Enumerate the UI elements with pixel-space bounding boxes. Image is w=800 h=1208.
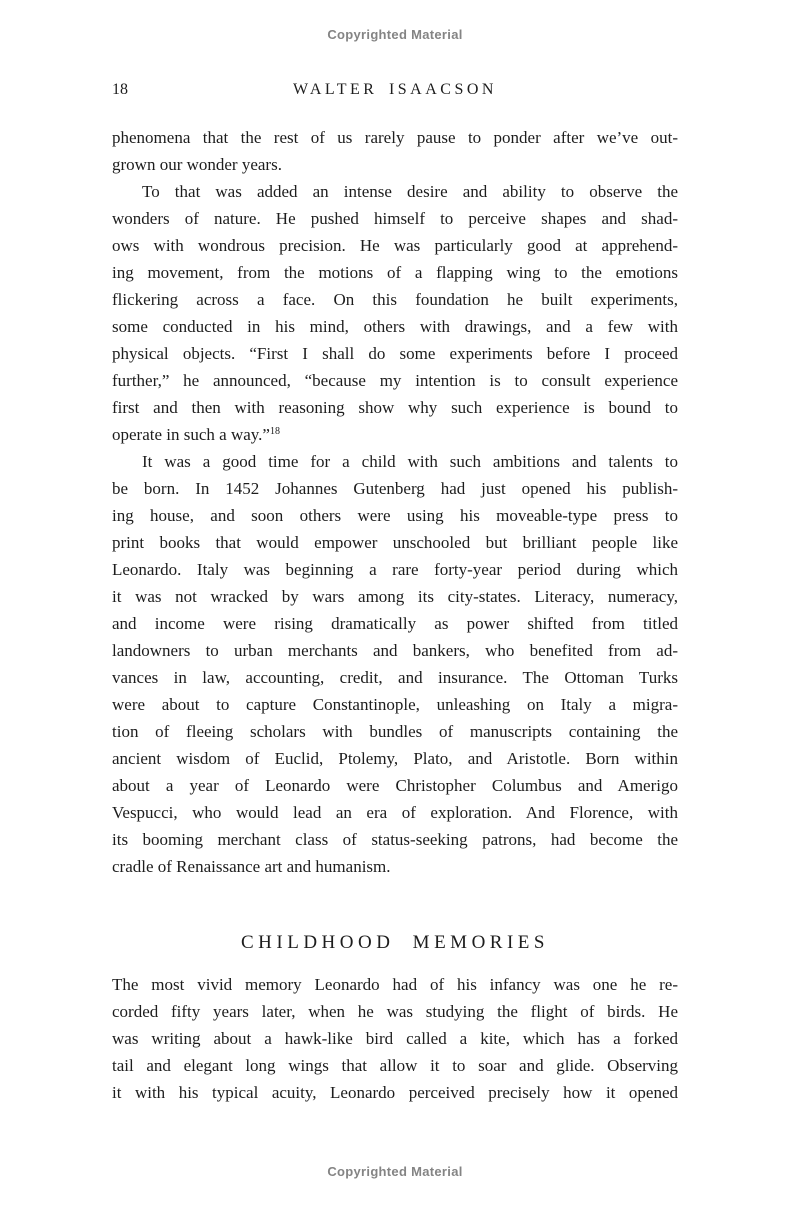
text-line: grown our wonder years. [112,155,282,174]
text-line: operate in such a way.”$^{18}$ [112,425,280,444]
text-line: To that was added an intense desire and ability to observe the [142,182,678,201]
text-line: vances in law, accounting, credit, and insurance. The Ottoman Turks [112,668,678,687]
text-line: it was not wracked by wars among its city-states. Literacy, numeracy, [112,587,678,606]
text-line: were about to capture Constantinople, unleashing on Italy a migra- [112,695,678,714]
text-line: further,” he announced, “because my intention is to consult experience [112,371,678,390]
text-line: cradle of Renaissance art and humanism. [112,857,391,876]
page-header [112,80,678,100]
text-line: be born. In 1452 Johannes Gutenberg had just opened his publish- [112,479,678,498]
text-line: print books that would empower unschooled but brilliant people like [112,533,678,552]
text-line: phenomena that the rest of us rarely pause to ponder after we’ve out- [112,128,678,147]
text-line: ing movement, from the motions of a flapping wing to the emotions [112,263,678,282]
section-heading: CHILDHOOD MEMORIES [241,932,549,953]
paragraphs-before-heading [112,124,678,880]
text-line: It was a good time for a child with such ambitions and talents to [142,452,678,471]
text-line: Vespucci, who would lead an era of exploration. And Florence, with [112,803,678,822]
body-text [112,124,678,1106]
text-line: ancient wisdom of Euclid, Ptolemy, Plato, and Aristotle. Born within [112,749,678,768]
text-line: tion of fleeing scholars with bundles of manuscripts containing the [112,722,678,741]
text-line: corded fifty years later, when he was studying the flight of birds. He [112,1002,678,1021]
copyright-notice-bottom: Copyrighted Material [327,1164,463,1179]
text-line: some conducted in his mind, others with drawings, and a few with [112,317,678,336]
text-line: landowners to urban merchants and bankers, who benefited from ad- [112,641,678,660]
text-line: ows with wondrous precision. He was particularly good at apprehend- [112,236,678,255]
text-line: it with his typical acuity, Leonardo perceived precisely how it opened [112,1083,678,1102]
text-line: The most vivid memory Leonardo had of his infancy was one he re- [112,975,678,994]
page-number: 18 [112,81,128,98]
text-line: Leonardo. Italy was beginning a rare forty-year period during which [112,560,678,579]
text-line: about a year of Leonardo were Christopher Columbus and Amerigo [112,776,678,795]
text-line: and income were rising dramatically as power shifted from titled [112,614,678,633]
paragraphs-after-heading [112,971,678,1106]
text-line: physical objects. “First I shall do some experiments before I proceed [112,344,678,363]
footnote-reference: 18 [269,426,280,437]
running-title: WALTER ISAACSON [293,81,497,98]
copyright-notice-top: Copyrighted Material [327,27,463,42]
text-line: its booming merchant class of status-seeking patrons, had become the [112,830,678,849]
text-line: ing house, and soon others were using his moveable-type press to [112,506,678,525]
text-line: was writing about a hawk-like bird called a kite, which has a forked [112,1029,678,1048]
text-line: wonders of nature. He pushed himself to perceive shapes and shad- [112,209,678,228]
text-line: first and then with reasoning show why such experience is bound to [112,398,678,417]
text-line: flickering across a face. On this foundation he built experiments, [112,290,678,309]
text-line: tail and elegant long wings that allow it to soar and glide. Observing [112,1056,678,1075]
